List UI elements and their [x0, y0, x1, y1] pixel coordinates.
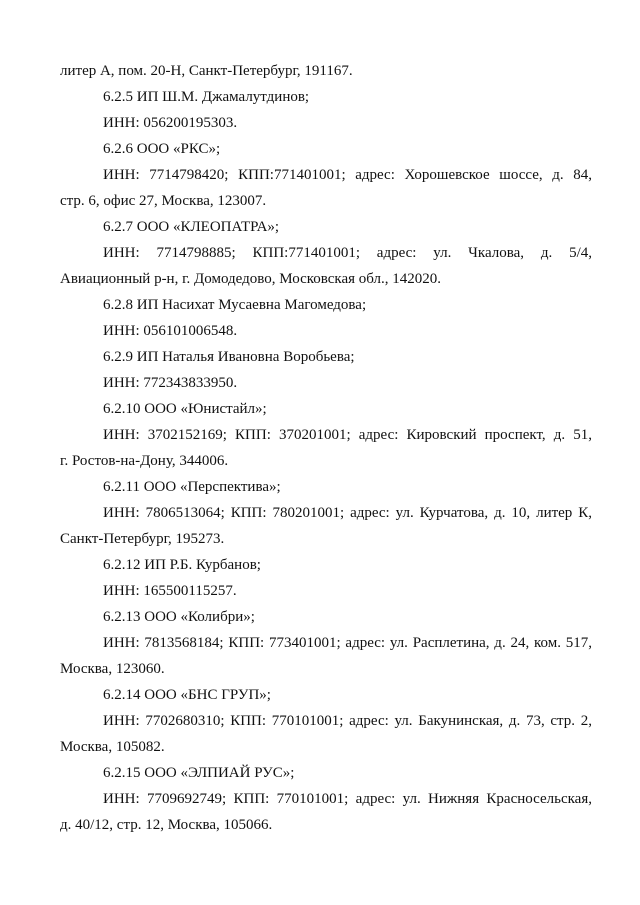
text-line: ИНН: 7714798420; КПП:771401001; адрес: Хорошевское шоссе, д. 84,	[103, 167, 592, 183]
text-line: 6.2.11 ООО «Перспектива»;	[103, 479, 281, 495]
text-line: 6.2.14 ООО «БНС ГРУП»;	[103, 687, 271, 703]
text-line: ИНН: 7702680310; КПП: 770101001; адрес: ул. Бакунинская, д. 73, стр. 2,	[103, 713, 592, 729]
text-line: ИНН: 056101006548.	[103, 323, 238, 339]
text-line: 6.2.8 ИП Насихат Мусаевна Магомедова;	[103, 297, 367, 313]
text-line: ИНН: 165500115257.	[103, 583, 237, 599]
text-line: ИНН: 3702152169; КПП: 370201001; адрес: Кировский проспект, д. 51,	[103, 427, 592, 443]
text-line: 6.2.9 ИП Наталья Ивановна Воробьева;	[103, 349, 355, 365]
text-line: г. Ростов-на-Дону, 344006.	[60, 453, 229, 469]
text-line: ИНН: 7714798885; КПП:771401001; адрес: ул. Чкалова, д. 5/4,	[103, 245, 592, 261]
text-line: 6.2.12 ИП Р.Б. Курбанов;	[103, 557, 261, 573]
text-line: Санкт-Петербург, 195273.	[60, 531, 225, 547]
text-line: 6.2.15 ООО «ЭЛПИАЙ РУС»;	[103, 765, 295, 781]
text-line: Москва, 105082.	[60, 739, 165, 755]
text-line: 6.2.10 ООО «Юнистайл»;	[103, 401, 267, 417]
text-line: 6.2.5 ИП Ш.М. Джамалутдинов;	[103, 89, 310, 105]
text-line: д. 40/12, стр. 12, Москва, 105066.	[60, 817, 273, 833]
text-line: литер А, пом. 20-Н, Санкт-Петербург, 191167.	[60, 63, 353, 79]
text-line: ИНН: 7806513064; КПП: 780201001; адрес: ул. Курчатова, д. 10, литер К,	[103, 505, 592, 521]
text-line: ИНН: 772343833950.	[103, 375, 238, 391]
text-line: Москва, 123060.	[60, 661, 165, 677]
text-line: стр. 6, офис 27, Москва, 123007.	[60, 193, 267, 209]
text-line: Авиационный р-н, г. Домодедово, Московская обл., 142020.	[60, 271, 442, 287]
text-line: 6.2.6 ООО «РКС»;	[103, 141, 221, 157]
text-line: ИНН: 7709692749; КПП: 770101001; адрес: ул. Нижняя Красносельская,	[103, 791, 592, 807]
text-line: ИНН: 056200195303.	[103, 115, 238, 131]
text-line: 6.2.7 ООО «КЛЕОПАТРА»;	[103, 219, 280, 235]
text-line: 6.2.13 ООО «Колибри»;	[103, 609, 255, 625]
text-line: ИНН: 7813568184; КПП: 773401001; адрес: ул. Расплетина, д. 24, ком. 517,	[103, 635, 592, 651]
